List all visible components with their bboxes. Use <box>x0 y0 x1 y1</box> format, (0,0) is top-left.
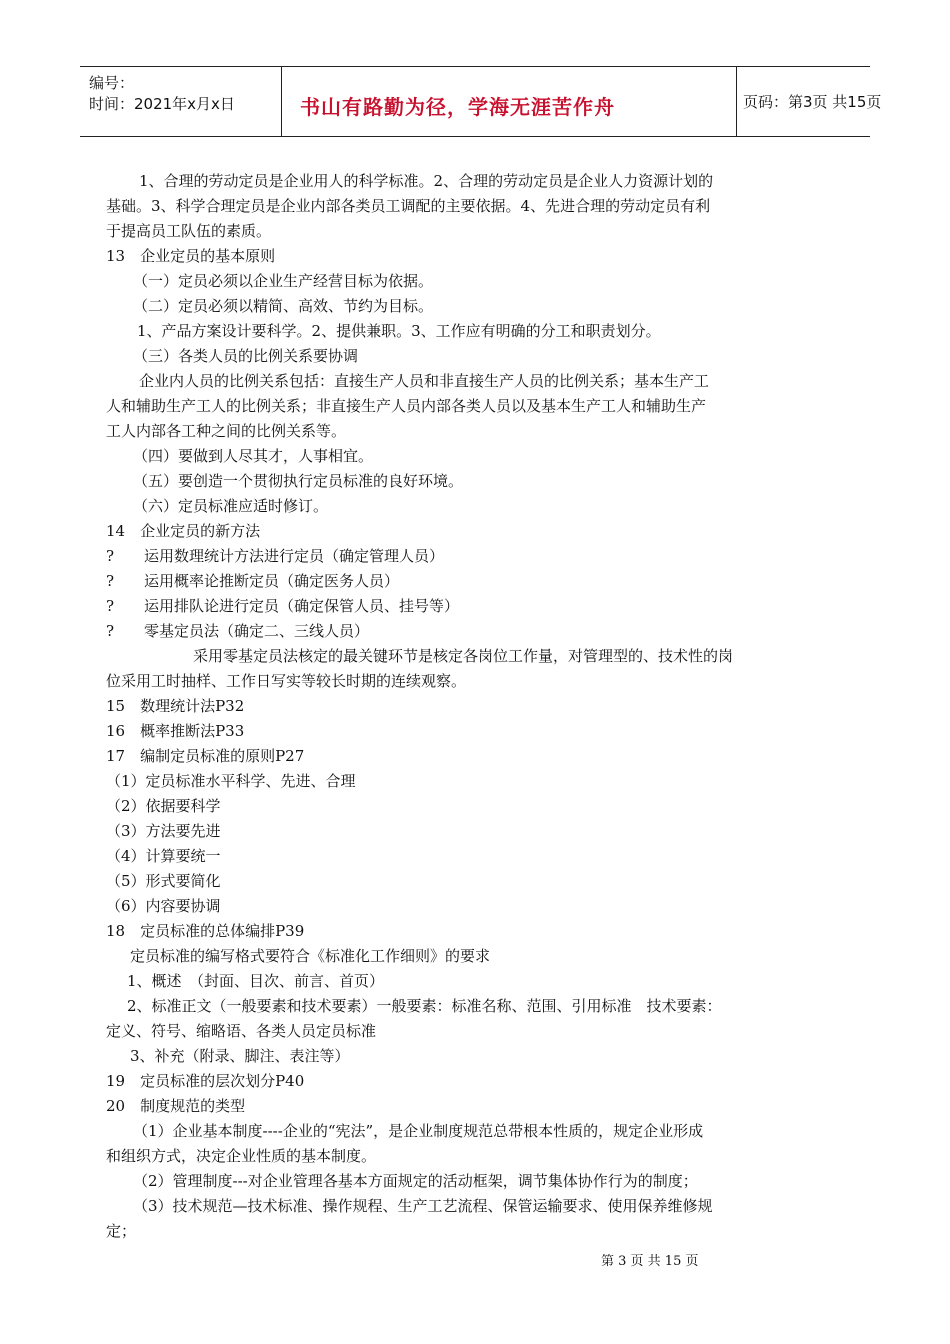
body-line: 和组织方式，决定企业性质的基本制度。 <box>106 1147 377 1165</box>
bullet-line: ? 运用排队论进行定员（确定保管人员、挂号等） <box>106 597 460 615</box>
body-line: 定员标准的编写格式要符合《标准化工作细则》的要求 <box>130 947 491 965</box>
section-heading: 20 制度规范的类型 <box>106 1097 246 1115</box>
body-line: 人和辅助生产工人的比例关系；非直接生产人员内部各类人员以及基本生产工人和辅助生产 <box>106 397 707 415</box>
list-item: （2）依据要科学 <box>106 797 221 815</box>
list-item: （3）方法要先进 <box>106 822 221 840</box>
body-line: （三）各类人员的比例关系要协调 <box>133 347 359 365</box>
bullet-line: ? 零基定员法（确定二、三线人员） <box>106 622 370 640</box>
body-line: 定义、符号、缩略语、各类人员定员标准 <box>106 1022 377 1040</box>
document-date: 时间：2021年x月x日 <box>89 95 235 113</box>
body-line: （二）定员必须以精简、高效、节约为目标。 <box>133 297 434 315</box>
section-heading: 13 企业定员的基本原则 <box>106 247 276 265</box>
body-line: （3）技术规范—技术标准、操作规程、生产工艺流程、保管运输要求、使用保养维修规 <box>133 1197 713 1215</box>
body-line: 3、补充（附录、脚注、表注等） <box>130 1047 350 1065</box>
section-heading: 18 定员标准的总体编排P39 <box>106 922 305 940</box>
bullet-line: ? 运用数理统计方法进行定员（确定管理人员） <box>106 547 445 565</box>
list-item: （4）计算要统一 <box>106 847 221 865</box>
body-line: 企业内人员的比例关系包括：直接生产人员和非直接生产人员的比例关系；基本生产工 <box>139 372 710 390</box>
list-item: （1）定员标准水平科学、先进、合理 <box>106 772 356 790</box>
body-line: （2）管理制度---对企业管理各基本方面规定的活动框架，调节集体协作行为的制度； <box>133 1172 698 1190</box>
body-line: 工人内部各工种之间的比例关系等。 <box>106 422 347 440</box>
header-info-cell <box>80 67 282 136</box>
body-line: 定； <box>106 1222 137 1240</box>
section-heading: 16 概率推断法P33 <box>106 722 245 740</box>
body-line: 1、产品方案设计要科学。2、提供兼职。3、工作应有明确的分工和职责划分。 <box>137 322 661 340</box>
header-motto-cell <box>282 67 737 136</box>
body-line: （1）企业基本制度----企业的“宪法”，是企业制度规范总带根本性质的，规定企业形成 <box>133 1122 704 1140</box>
body-line: （五）要创造一个贯彻执行定员标准的良好环境。 <box>133 472 464 490</box>
body-line: 位采用工时抽样、工作日写实等较长时期的连续观察。 <box>106 672 467 690</box>
section-heading: 19 定员标准的层次划分P40 <box>106 1072 305 1090</box>
bullet-line: ? 运用概率论推断定员（确定医务人员） <box>106 572 400 590</box>
body-line: 1、合理的劳动定员是企业用人的科学标准。2、合理的劳动定员是企业人力资源计划的 <box>139 172 714 190</box>
section-heading: 14 企业定员的新方法 <box>106 522 261 540</box>
body-line: 采用零基定员法核定的最关键环节是核定各岗位工作量，对管理型的、技术性的岗 <box>193 647 734 665</box>
page-header <box>80 66 882 137</box>
body-line: 2、标准正文（一般要素和技术要素）一般要素：标准名称、范围、引用标准 技术要素： <box>127 997 722 1015</box>
section-heading: 15 数理统计法P32 <box>106 697 245 715</box>
page-footer: 第 3 页 共 15 页 <box>601 1254 699 1269</box>
document-number-label: 编号： <box>89 74 135 92</box>
header-motto: 书山有路勤为径，学海无涯苦作舟 <box>300 95 615 119</box>
body-line: 于提高员工队伍的素质。 <box>106 222 272 240</box>
body-line: 基础。3、科学合理定员是企业内部各类员工调配的主要依据。4、先进合理的劳动定员有利 <box>106 197 711 215</box>
body-line: （四）要做到人尽其才，人事相宜。 <box>133 447 374 465</box>
list-item: （6）内容要协调 <box>106 897 221 915</box>
body-line: （六）定员标准应适时修订。 <box>133 497 329 515</box>
body-line: 1、概述 （封面、目次、前言、首页） <box>127 972 385 990</box>
section-heading: 17 编制定员标准的原则P27 <box>106 747 305 765</box>
body-line: （一）定员必须以企业生产经营目标为依据。 <box>133 272 434 290</box>
header-page-info: 页码：第3页 共15页 <box>743 93 882 111</box>
list-item: （5）形式要简化 <box>106 872 221 890</box>
